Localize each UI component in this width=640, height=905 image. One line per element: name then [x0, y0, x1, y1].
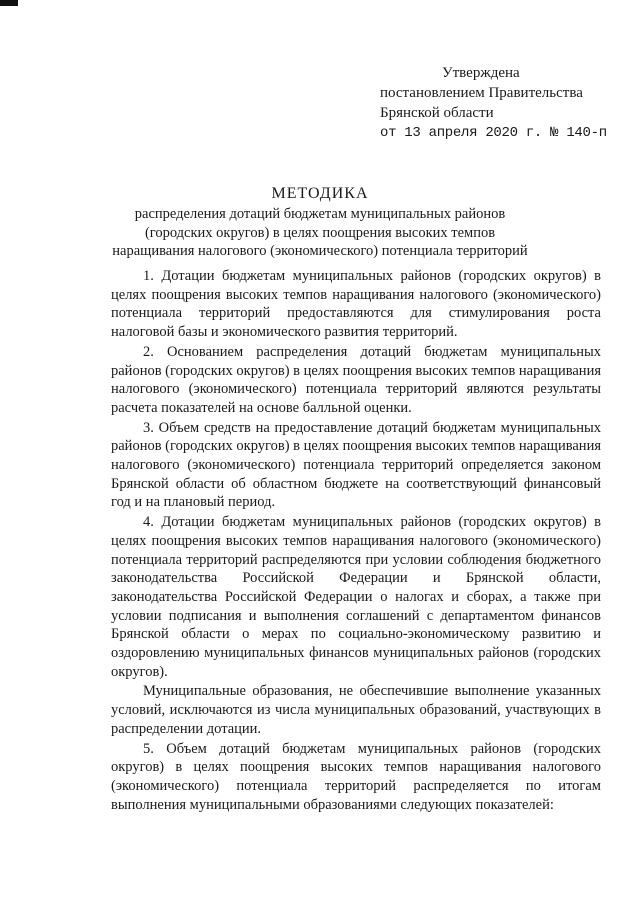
scan-corner-mark — [0, 0, 18, 6]
document-subtitle: распределения дотаций бюджетам муниципальных районов (городских округов) в целях поощрения высоких темпов наращивания налогового (экономического) потенциала территорий — [112, 206, 528, 259]
paragraph-5: 5. Объем дотаций бюджетам муниципальных районов (городских округов) в целях поощрения высоких темпов наращивания налогового (экономического) потенциала территорий распределяется по итогам выполнения муниципальными образованиями следующих показателей: — [111, 740, 601, 813]
paragraph-4-note: Муниципальные образования, не обеспечившие выполнение указанных условий, исключаются из числа муниципальных образований, участвующих в распределении дотации. — [111, 683, 601, 737]
document-body — [111, 267, 601, 814]
paragraph-3: 3. Объем средств на предоставление дотаций бюджетам муниципальных районов (городских округов) в целях поощрения высоких темпов наращивания налогового (экономического) потенциала территорий определяется законом Брянской области об областном бюджете на соответствующий финансовый год и на плановый период. — [111, 419, 601, 511]
approval-line-region: Брянской области — [380, 105, 494, 121]
approval-block — [380, 63, 630, 143]
paragraph-1: 1. Дотации бюджетам муниципальных районов (городских округов) в целях поощрения высоких темпов наращивания налогового (экономического) потенциала территорий предоставляются для стимулирования роста налоговой базы и экономического развития территорий. — [111, 268, 601, 341]
paragraph-4: 4. Дотации бюджетам муниципальных районов (городских округов) в целях поощрения высоких темпов наращивания налогового (экономического) потенциала территорий распределяются при условии соблюдения бюджетного законодательства Российской Федерации и Брянской области, законодательства Российской Федерации о налогах и сборах, а также при условии подписания и выполнения соглашений с департаментом финансов Брянской области о мерах по социально-экономическому развитию и оздоровлению муниципальных финансов муниципальных районов (городских округов). — [111, 514, 601, 680]
approval-line-approved: Утверждена — [442, 65, 520, 81]
approval-date-number: от 13 апреля 2020 г. № 140-п — [380, 125, 607, 141]
document-title: МЕТОДИКА — [271, 185, 369, 202]
approval-line-decree: постановлением Правительства — [380, 85, 583, 101]
paragraph-2: 2. Основанием распределения дотаций бюджетам муниципальных районов (городских округов) в целях поощрения высоких темпов наращивания налогового (экономического) потенциала территорий являются результаты расчета показателей на основе балльной оценки. — [111, 343, 601, 416]
